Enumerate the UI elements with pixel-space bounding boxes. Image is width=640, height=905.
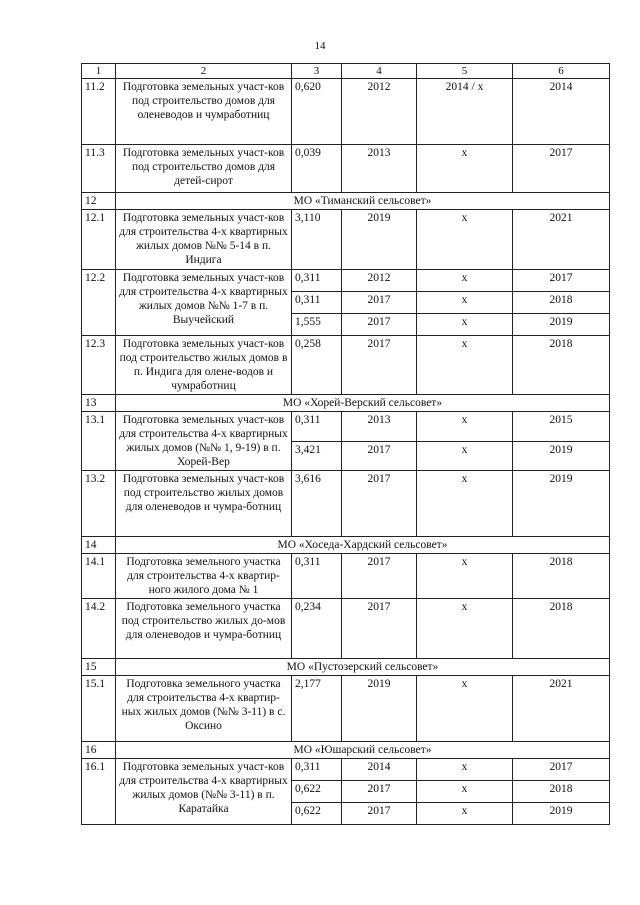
- start-year: 2017: [342, 781, 417, 803]
- end-year: 2017: [513, 270, 610, 292]
- row-number: 14: [82, 537, 116, 554]
- column-header: 1: [82, 64, 116, 79]
- row-number: 11.3: [82, 145, 116, 193]
- start-year: 2019: [342, 210, 417, 270]
- start-year: 2012: [342, 270, 417, 292]
- intermediate-year: х: [417, 471, 513, 537]
- area-value: 0,311: [292, 412, 342, 442]
- table-row: [82, 412, 610, 442]
- end-year: 2019: [513, 441, 610, 471]
- column-header: 3: [292, 64, 342, 79]
- end-year: 2017: [513, 145, 610, 193]
- area-value: 1,555: [292, 314, 342, 336]
- column-header: 4: [342, 64, 417, 79]
- start-year: 2017: [342, 336, 417, 395]
- municipality-row: [82, 659, 610, 676]
- intermediate-year: х: [417, 599, 513, 659]
- column-header: 2: [116, 64, 292, 79]
- start-year: 2013: [342, 412, 417, 442]
- area-value: 0,234: [292, 599, 342, 659]
- end-year: 2021: [513, 676, 610, 742]
- intermediate-year: х: [417, 441, 513, 471]
- task-description: Подготовка земельных участ-ков под строительство жилых домов в п. Индига для олене-водов и чумработниц: [116, 336, 292, 395]
- row-number: 15.1: [82, 676, 116, 742]
- area-value: 0,311: [292, 270, 342, 292]
- row-number: 13.1: [82, 412, 116, 471]
- intermediate-year: х: [417, 210, 513, 270]
- municipality-title: МО «Хоседа-Хардский сельсовет»: [116, 537, 610, 554]
- table-row: [82, 210, 610, 270]
- municipality-title: МО «Юшарский сельсовет»: [116, 742, 610, 759]
- land-plots-table: [81, 63, 610, 825]
- table-body: [82, 64, 610, 825]
- area-value: 0,311: [292, 554, 342, 599]
- table-row: [82, 79, 610, 145]
- column-number-header: [82, 64, 610, 79]
- area-value: 3,421: [292, 441, 342, 471]
- page-number: 14: [314, 40, 326, 52]
- end-year: 2018: [513, 781, 610, 803]
- end-year: 2019: [513, 471, 610, 537]
- table-row: [82, 336, 610, 395]
- end-year: 2018: [513, 554, 610, 599]
- municipality-title: МО «Пустозерский сельсовет»: [116, 659, 610, 676]
- row-number: 12.1: [82, 210, 116, 270]
- intermediate-year: х: [417, 803, 513, 825]
- municipality-row: [82, 537, 610, 554]
- municipality-row: [82, 193, 610, 210]
- task-description: Подготовка земельных участ-ков под строительство жилых домов для оленеводов и чумра-ботниц: [116, 471, 292, 537]
- table-row: [82, 759, 610, 781]
- area-value: 3,110: [292, 210, 342, 270]
- intermediate-year: х: [417, 336, 513, 395]
- table-row: [82, 554, 610, 599]
- end-year: 2019: [513, 314, 610, 336]
- task-description: Подготовка земельных участ-ков для строительства 4-х квартирных жилых домов (№№ 3-11) в п. Каратайка: [116, 759, 292, 825]
- table-row: [82, 471, 610, 537]
- start-year: 2017: [342, 554, 417, 599]
- column-header: 6: [513, 64, 610, 79]
- row-number: 11.2: [82, 79, 116, 145]
- intermediate-year: х: [417, 412, 513, 442]
- area-value: 0,258: [292, 336, 342, 395]
- row-number: 12.3: [82, 336, 116, 395]
- task-description: Подготовка земельного участка для строительства 4-х квартир-ного жилого дома № 1: [116, 554, 292, 599]
- intermediate-year: х: [417, 292, 513, 314]
- start-year: 2017: [342, 441, 417, 471]
- intermediate-year: х: [417, 781, 513, 803]
- area-value: 0,622: [292, 803, 342, 825]
- table-row: [82, 145, 610, 193]
- row-number: 14.1: [82, 554, 116, 599]
- start-year: 2017: [342, 314, 417, 336]
- intermediate-year: х: [417, 676, 513, 742]
- table-row: [82, 676, 610, 742]
- intermediate-year: х: [417, 759, 513, 781]
- start-year: 2017: [342, 292, 417, 314]
- area-value: 2,177: [292, 676, 342, 742]
- area-value: 0,311: [292, 292, 342, 314]
- start-year: 2017: [342, 471, 417, 537]
- row-number: 15: [82, 659, 116, 676]
- municipality-row: [82, 742, 610, 759]
- row-number: 16: [82, 742, 116, 759]
- end-year: 2017: [513, 759, 610, 781]
- area-value: 0,622: [292, 781, 342, 803]
- end-year: 2018: [513, 292, 610, 314]
- municipality-row: [82, 395, 610, 412]
- table-row: [82, 270, 610, 292]
- start-year: 2019: [342, 676, 417, 742]
- row-number: 12.2: [82, 270, 116, 336]
- intermediate-year: 2014 / х: [417, 79, 513, 145]
- task-description: Подготовка земельных участ-ков для строительства 4-х квартирных жилых домов (№№ 1, 9-19) в п. Хорей-Вер: [116, 412, 292, 471]
- row-number: 13.2: [82, 471, 116, 537]
- end-year: 2019: [513, 803, 610, 825]
- area-value: 0,039: [292, 145, 342, 193]
- task-description: Подготовка земельных участ-ков для строительства 4-х квартирных жилых домов №№ 1-7 в п. Выучейский: [116, 270, 292, 336]
- row-number: 16.1: [82, 759, 116, 825]
- task-description: Подготовка земельных участ-ков для строительства 4-х квартирных жилых домов №№ 5-14 в п. Индига: [116, 210, 292, 270]
- intermediate-year: х: [417, 270, 513, 292]
- municipality-title: МО «Тиманский сельсовет»: [116, 193, 610, 210]
- area-value: 0,311: [292, 759, 342, 781]
- task-description: Подготовка земельных участ-ков под строительство домов для детей-сирот: [116, 145, 292, 193]
- intermediate-year: х: [417, 145, 513, 193]
- start-year: 2012: [342, 79, 417, 145]
- row-number: 13: [82, 395, 116, 412]
- intermediate-year: х: [417, 554, 513, 599]
- column-header: 5: [417, 64, 513, 79]
- row-number: 12: [82, 193, 116, 210]
- table-row: [82, 599, 610, 659]
- end-year: 2018: [513, 599, 610, 659]
- end-year: 2014: [513, 79, 610, 145]
- area-value: 0,620: [292, 79, 342, 145]
- task-description: Подготовка земельных участ-ков под строительство домов для оленеводов и чумработниц: [116, 79, 292, 145]
- row-number: 14.2: [82, 599, 116, 659]
- start-year: 2017: [342, 803, 417, 825]
- area-value: 3,616: [292, 471, 342, 537]
- task-description: Подготовка земельного участка под строительство жилых до-мов для оленеводов и чумра-ботниц: [116, 599, 292, 659]
- end-year: 2018: [513, 336, 610, 395]
- start-year: 2017: [342, 599, 417, 659]
- task-description: Подготовка земельного участка для строительства 4-х квартир-ных жилых домов (№№ 3-11) в с. Оксино: [116, 676, 292, 742]
- intermediate-year: х: [417, 314, 513, 336]
- start-year: 2014: [342, 759, 417, 781]
- end-year: 2015: [513, 412, 610, 442]
- municipality-title: МО «Хорей-Верский сельсовет»: [116, 395, 610, 412]
- start-year: 2013: [342, 145, 417, 193]
- end-year: 2021: [513, 210, 610, 270]
